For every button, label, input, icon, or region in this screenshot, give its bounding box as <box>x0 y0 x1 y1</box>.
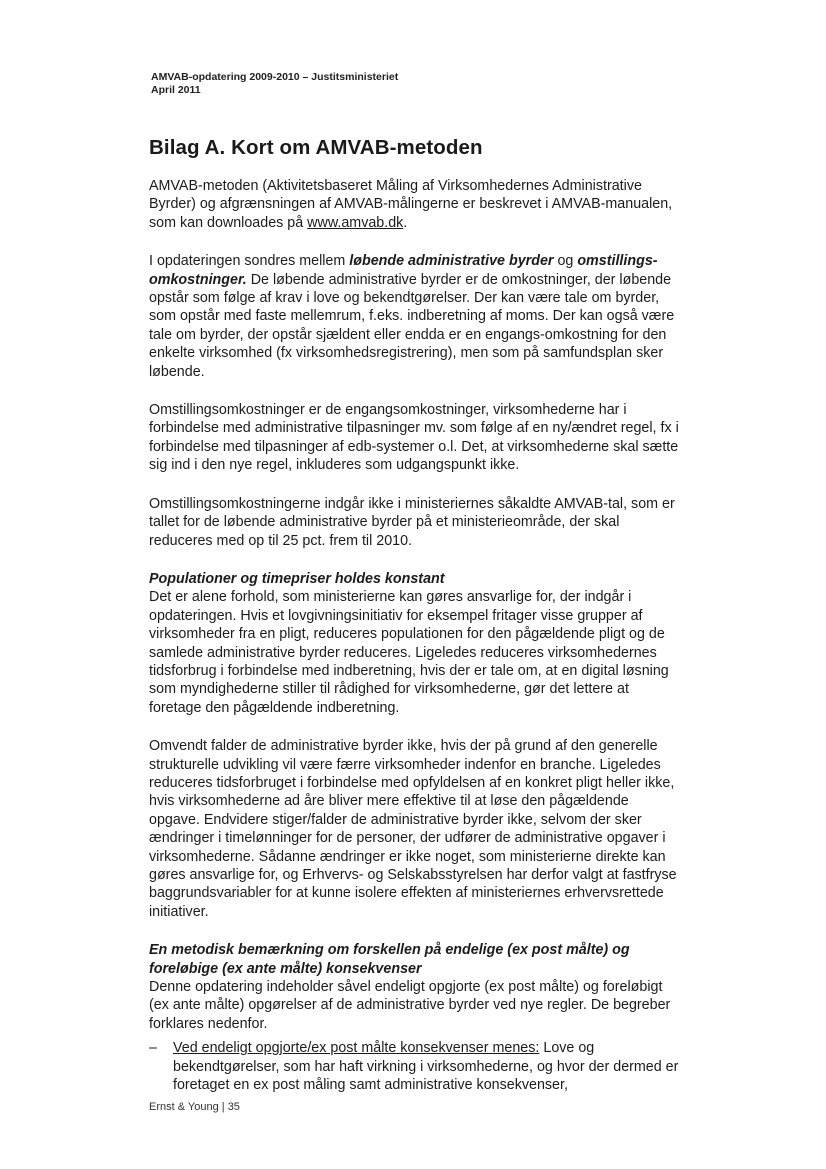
burden-text-1: I opdateringen sondres mellem <box>149 253 350 270</box>
paragraph-amvab-figures: Omstillingsomkostningerne indgår ikke i ministeriernes såkaldte AMVAB-tal, som er tallet for de løbende administrative byrder på et ministerieområde, der skal reduceres med op til 25 pct. frem til 2010. <box>149 495 675 549</box>
paragraph-intro <box>149 177 679 232</box>
burden-text-2: og <box>553 253 578 270</box>
header-line-1: AMVAB-opdatering 2009-2010 – Justitsministeriet <box>151 71 399 83</box>
page-title: Bilag A. Kort om AMVAB-metoden <box>149 136 483 159</box>
section-heading-populations: Populationer og timepriser holdes konstant <box>149 570 445 587</box>
list-item-body: Love og bekendtgørelser, som har haft virkning i virksomhederne, og hvor der dermed er foretaget en ex post måling samt administrative konsekvenser, <box>173 1040 679 1094</box>
list-item-label: Ved endeligt opgjorte/ex post målte konsekvenser menes: <box>173 1040 540 1057</box>
list-item <box>149 1039 679 1094</box>
paragraph-structural: Omvendt falder de administrative byrder ikke, hvis der på grund af den generelle strukturelle udvikling vil være færre virksomheder indenfor en branche. Ligeledes reduceres tidsforbruget i forbindelse med opfyldelsen af en konkret pligt heller ikke, hvis virksomhederne ad åre bliver mere effektive til at løse den pågældende opgave. Endvidere stiger/falder de administrative byrder ikke, selvom der sker ændringer i timelønninger for de personer, der udfører de administrative opgaver i virksomhederne. Sådanne ændringer er ikke noget, som ministerierne direkte kan gøres ansvarlige for, og Erhvervs- og Selskabsstyrelsen har derfor valgt at fastfryse baggrundsvariabler for at kunne isolere effekten af ministeriernes erhvervsrettede initiativer. <box>149 738 677 920</box>
intro-text: AMVAB-metoden (Aktivitetsbaseret Måling af Virksomhedernes Administrative Byrder) og afgrænsningen af AMVAB-målingerne er beskrevet i AMVAB-manualen, som kan downloades på <box>149 178 673 231</box>
amvab-link[interactable]: www.amvab.dk <box>307 214 404 231</box>
header-line-2: April 2011 <box>151 84 201 96</box>
document-header <box>151 71 398 97</box>
intro-end: . <box>403 214 408 231</box>
burden-term-ongoing: løbende administrative byrder <box>349 253 554 270</box>
paragraph-burden-types <box>149 252 679 381</box>
paragraph-transition-costs: Omstillingsomkostninger er de engangsomkostninger, virksomhederne har i forbindelse med administrative tilpasninger mv. som følge af en ny/ændret regel, fx i forbindelse med tilpasninger af edb-systemer o.l. Det, at virksomhederne skal sætte sig ind i den nye regel, inkluderes som udgangspunkt ikke. <box>149 402 679 474</box>
document-body <box>149 177 679 1094</box>
burden-term-transition: omstillings-omkostninger. <box>149 253 658 288</box>
burden-text-3: De løbende administrative byrder er de omkostninger, der løbende opstår som følge af krav i love og bekendtgørelser. Der kan være tale om byrder, som opstår med faste mellemrum, f.eks. indberetning af moms. Der kan også være tale om byrder, der opstår sjældent eller endda er en engangs-omkostning for den enkelte virksomhed (fx virksomhedsregistrering), men som på samfundsplan sker løbende. <box>149 271 675 380</box>
list-item-text <box>173 1039 679 1094</box>
section-heading-method: En metodisk bemærkning om forskellen på endelige (ex post målte) og foreløbige (ex ante målte) konsekvenser <box>149 942 630 977</box>
page-footer: Ernst & Young | 35 <box>149 1101 240 1113</box>
paragraph-method: Denne opdatering indeholder såvel endeligt opgjorte (ex post målte) og foreløbigt (ex ante målte) opgørelser af de administrative byrder ved nye regler. De begreber forklares nedenfor. <box>149 979 671 1032</box>
list-dash: – <box>149 1040 157 1057</box>
paragraph-populations: Det er alene forhold, som ministerierne kan gøres ansvarlige for, der indgår i opdateringen. Hvis et lovgivningsinitiativ for eksempel fritager visse grupper af virksomheder fra en pligt, reduceres populationen for den pågældende pligt og de samlede administrative byrder reduceres. Ligeledes reduceres virksomhedernes tidsforbrug i forbindelse med indberetning, hvis der er tale om, at en digital løsning som myndighederne stiller til rådighed for virksomhederne, gør det lettere at foretage den pågældende indberetning. <box>149 589 669 716</box>
